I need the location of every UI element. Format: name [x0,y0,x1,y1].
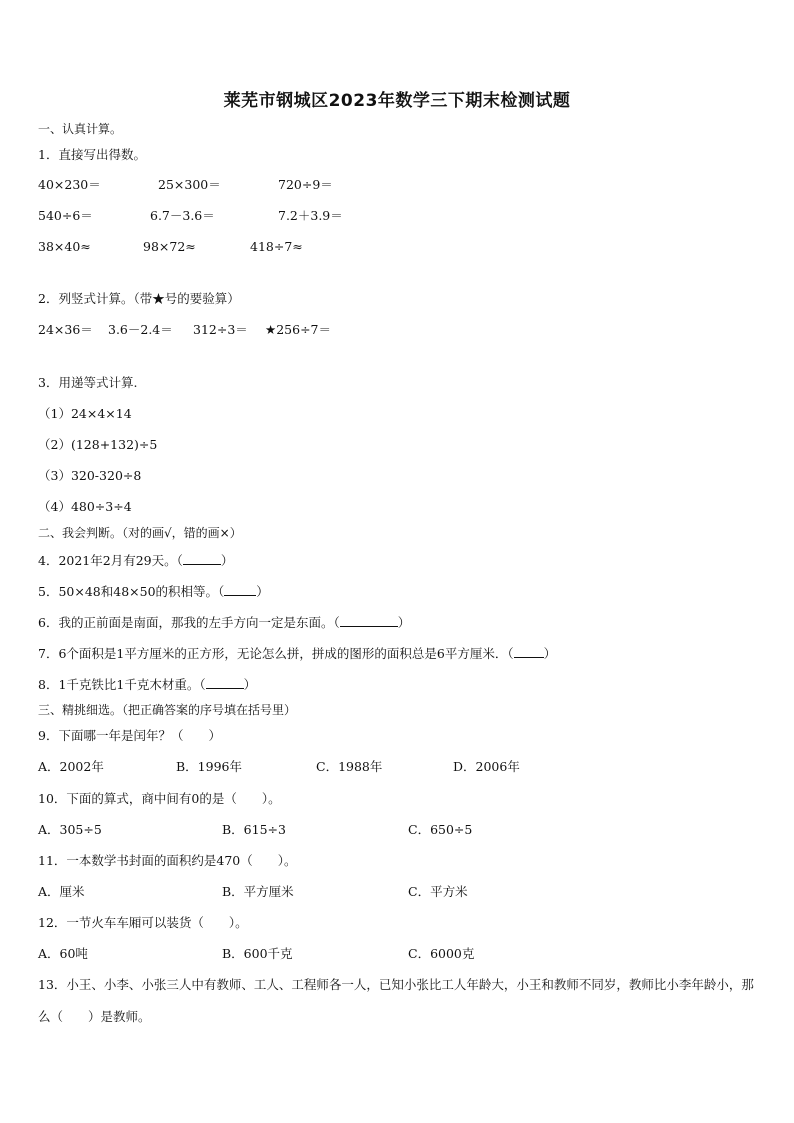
q1-item: 38×40≈ [38,239,91,254]
q3-item: （1）24×4×14 [38,406,132,421]
option[interactable]: C．1988年 [316,759,383,774]
judge-question-4: 4．2021年2月有29天。（ ） [38,553,234,568]
choice-question-11: 11．一本数学书封面的面积约是470（ ）。 [38,853,297,868]
judge-question-5: 5．50×48和48×50的积相等。（ ） [38,584,269,599]
q1-item: 7.2＋3.9＝ [278,208,343,223]
q2-item: 312÷3＝ [193,322,248,337]
option[interactable]: A．305÷5 [38,822,102,837]
option[interactable]: A．厘米 [38,884,85,899]
judge-question-7: 7．6个面积是1平方厘米的正方形，无论怎么拼，拼成的图形的面积总是6平方厘米．（ ） [38,646,557,661]
q1-item: 40×230＝ [38,177,101,192]
q2-item: ★256÷7＝ [265,322,331,337]
choice-question-9: 9．下面哪一年是闰年？（ ） [38,728,221,743]
section-heading-2: 二、我会判断。（对的画√，错的画×） [38,526,242,540]
choice-question-10: 10．下面的算式，商中间有0的是（ ）。 [38,791,281,806]
q3-item: （3）320-320÷8 [38,468,142,483]
judge-question-8: 8．1千克铁比1千克木材重。（ ） [38,677,257,692]
section-heading-3: 三、精挑细选。（把正确答案的序号填在括号里） [38,703,297,717]
question-13: 13．小王、小李、小张三人中有教师、工人、工程师各一人，已知小张比工人年龄大，小王和教师不同岁，教师比小李年龄小，那么（ ）是教师。 [38,977,754,1024]
q1-item: 418÷7≈ [250,239,303,254]
question-3-stem: 3．用递等式计算. [38,375,138,390]
q1-item: 720÷9＝ [278,177,333,192]
section-heading-1: 一、认真计算。 [38,122,123,136]
question-2-stem: 2．列竖式计算。（带★号的要验算） [38,291,240,306]
option[interactable]: D．2006年 [453,759,520,774]
question-1-stem: 1．直接写出得数。 [38,147,146,162]
option[interactable]: C．平方米 [408,884,468,899]
q3-item: （4）480÷3÷4 [38,499,132,514]
option[interactable]: B．600千克 [222,946,293,961]
page-title: 莱芜市钢城区2023年数学三下期末检测试题 [223,91,571,111]
option[interactable]: A．60吨 [38,946,88,961]
q3-item: （2）(128+132)÷5 [38,437,158,452]
q1-item: 6.7－3.6＝ [150,208,215,223]
option[interactable]: B．1996年 [176,759,242,774]
answer-blank[interactable] [183,552,221,565]
answer-blank[interactable] [340,614,398,627]
option[interactable]: B．平方厘米 [222,884,294,899]
option[interactable]: A．2002年 [38,759,104,774]
option[interactable]: C．6000克 [408,946,475,961]
answer-blank[interactable] [206,676,244,689]
choice-question-12: 12．一节火车车厢可以装货（ ）。 [38,915,248,930]
q2-item: 24×36＝ [38,322,93,337]
q2-item: 3.6－2.4＝ [108,322,173,337]
judge-question-6: 6．我的正前面是南面，那我的左手方向一定是东面。（ ） [38,615,411,630]
q1-item: 98×72≈ [143,239,196,254]
q1-item: 540÷6＝ [38,208,93,223]
q1-item: 25×300＝ [158,177,221,192]
answer-blank[interactable] [514,645,544,658]
option[interactable]: C．650÷5 [408,822,473,837]
answer-blank[interactable] [224,583,256,596]
option[interactable]: B．615÷3 [222,822,286,837]
